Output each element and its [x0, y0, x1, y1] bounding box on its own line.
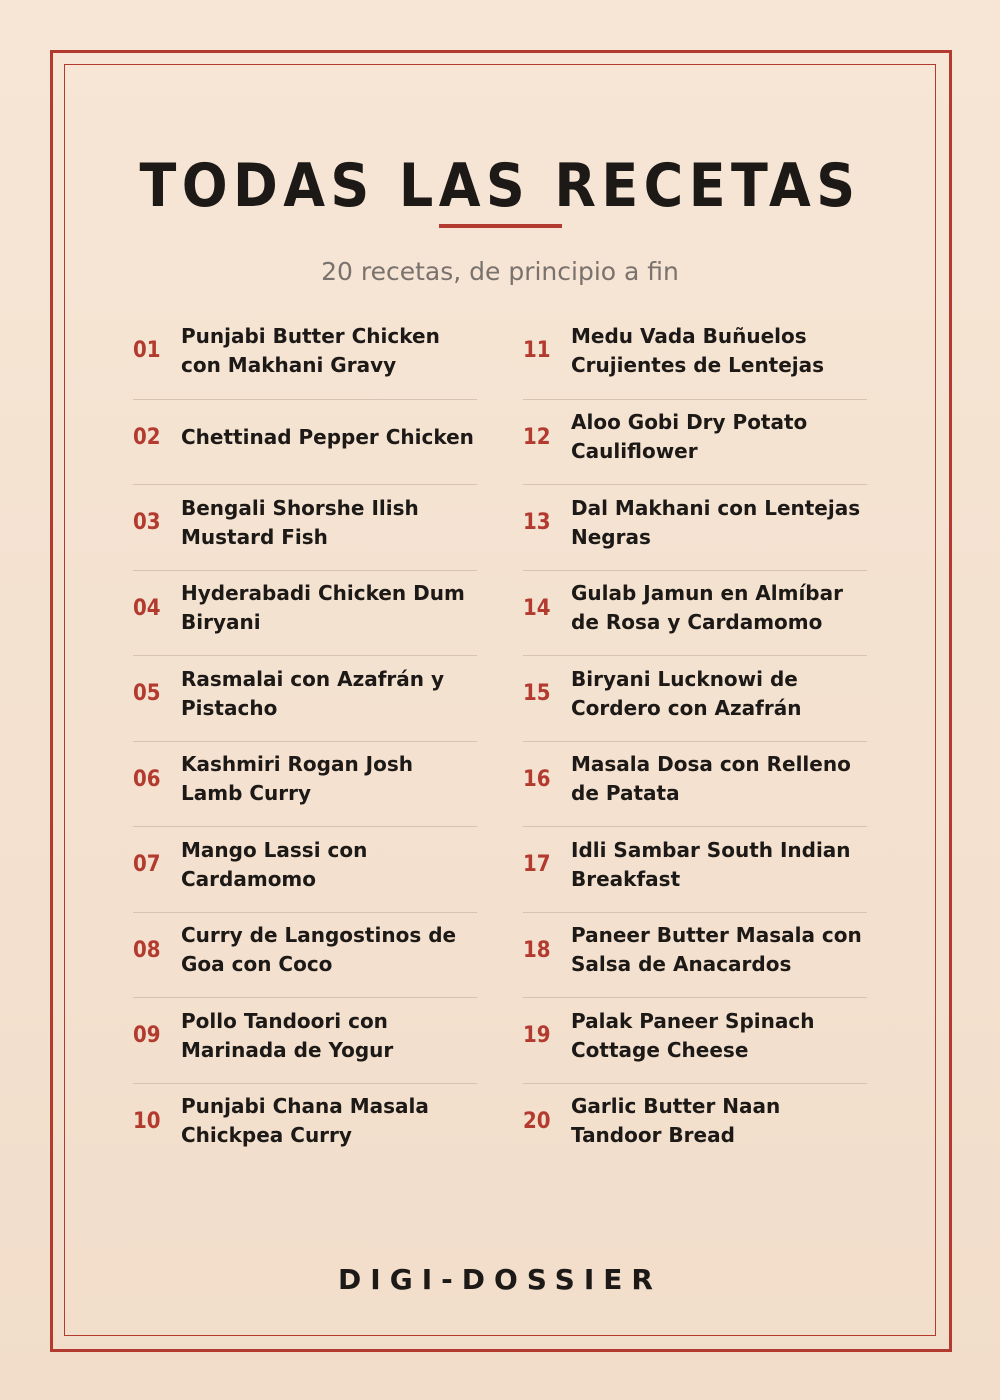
recipe-number: 03 — [133, 510, 161, 535]
recipe-item[interactable] — [523, 1083, 867, 1169]
recipe-item[interactable] — [133, 484, 477, 570]
recipe-item[interactable] — [523, 399, 867, 485]
recipe-item[interactable] — [523, 313, 867, 399]
recipe-number: 12 — [523, 424, 551, 450]
recipe-number: 11 — [523, 338, 551, 363]
page-title: TODAS LAS RECETAS — [139, 151, 861, 221]
recipe-number: 01 — [133, 338, 161, 363]
recipe-number: 16 — [523, 766, 551, 792]
recipe-number: 17 — [523, 852, 551, 877]
recipe-list-left — [133, 313, 477, 1168]
recipe-name: Idli Sambar South Indian Breakfast — [571, 837, 851, 891]
recipe-item[interactable] — [523, 912, 867, 998]
page-subtitle: 20 recetas, de principio a fin — [321, 257, 679, 286]
recipe-item[interactable] — [133, 826, 477, 912]
title-underline — [439, 224, 562, 228]
recipe-name: Garlic Butter Naan Tandoor Bread — [571, 1094, 781, 1147]
recipe-name: Gulab Jamun en Almíbar de Rosa y Cardamomo — [571, 581, 843, 634]
recipe-number: 19 — [523, 1023, 551, 1048]
recipe-item[interactable] — [133, 313, 477, 399]
recipe-name: Kashmiri Rogan Josh Lamb Curry — [181, 752, 413, 805]
recipe-item[interactable] — [133, 997, 477, 1083]
recipe-number: 13 — [523, 510, 551, 535]
recipe-name: Medu Vada Buñuelos Crujientes de Lentejas — [571, 323, 825, 377]
recipe-name: Hyderabadi Chicken Dum Biryani — [181, 581, 465, 634]
recipe-number: 04 — [133, 595, 161, 621]
recipe-list-right — [523, 313, 867, 1168]
recipe-name: Mango Lassi con Cardamomo — [181, 837, 368, 891]
footer-brand: DIGI-DOSSIER — [338, 1263, 662, 1296]
recipe-item[interactable] — [133, 912, 477, 998]
recipe-number: 05 — [133, 681, 161, 706]
recipe-name: Biryani Lucknowi de Cordero con Azafrán — [571, 666, 802, 720]
recipe-number: 08 — [133, 937, 161, 963]
recipe-number: 02 — [133, 424, 161, 450]
recipe-name: Masala Dosa con Relleno de Patata — [571, 752, 851, 805]
recipe-name: Punjabi Chana Masala Chickpea Curry — [181, 1094, 429, 1147]
recipe-item[interactable] — [523, 826, 867, 912]
recipe-item[interactable] — [523, 484, 867, 570]
recipe-name: Punjabi Butter Chicken con Makhani Gravy — [181, 323, 440, 377]
recipe-name: Rasmalai con Azafrán y Pistacho — [181, 666, 445, 720]
recipe-name: Paneer Butter Masala con Salsa de Anacardos — [571, 923, 862, 976]
recipe-number: 07 — [133, 852, 161, 877]
recipe-name: Chettinad Pepper Chicken — [181, 424, 474, 449]
recipe-item[interactable] — [133, 570, 477, 656]
recipe-number: 18 — [523, 937, 551, 963]
recipe-number: 10 — [133, 1108, 161, 1134]
recipe-name: Dal Makhani con Lentejas Negras — [571, 495, 861, 549]
recipe-item[interactable] — [133, 1083, 477, 1169]
recipe-number: 09 — [133, 1023, 161, 1048]
recipe-item[interactable] — [133, 399, 477, 485]
recipe-item[interactable] — [523, 741, 867, 827]
recipe-number: 20 — [523, 1108, 551, 1134]
recipe-name: Aloo Gobi Dry Potato Cauliflower — [571, 410, 808, 463]
recipe-item[interactable] — [133, 655, 477, 741]
recipe-name: Palak Paneer Spinach Cottage Cheese — [571, 1008, 815, 1062]
recipe-item[interactable] — [523, 655, 867, 741]
recipe-number: 06 — [133, 766, 161, 792]
recipe-number: 14 — [523, 595, 551, 621]
recipe-item[interactable] — [133, 741, 477, 827]
recipe-number: 15 — [523, 681, 551, 706]
recipe-item[interactable] — [523, 570, 867, 656]
recipe-item[interactable] — [523, 997, 867, 1083]
recipe-name: Bengali Shorshe Ilish Mustard Fish — [181, 495, 419, 549]
recipe-name: Curry de Langostinos de Goa con Coco — [181, 923, 457, 976]
recipe-name: Pollo Tandoori con Marinada de Yogur — [181, 1008, 394, 1062]
